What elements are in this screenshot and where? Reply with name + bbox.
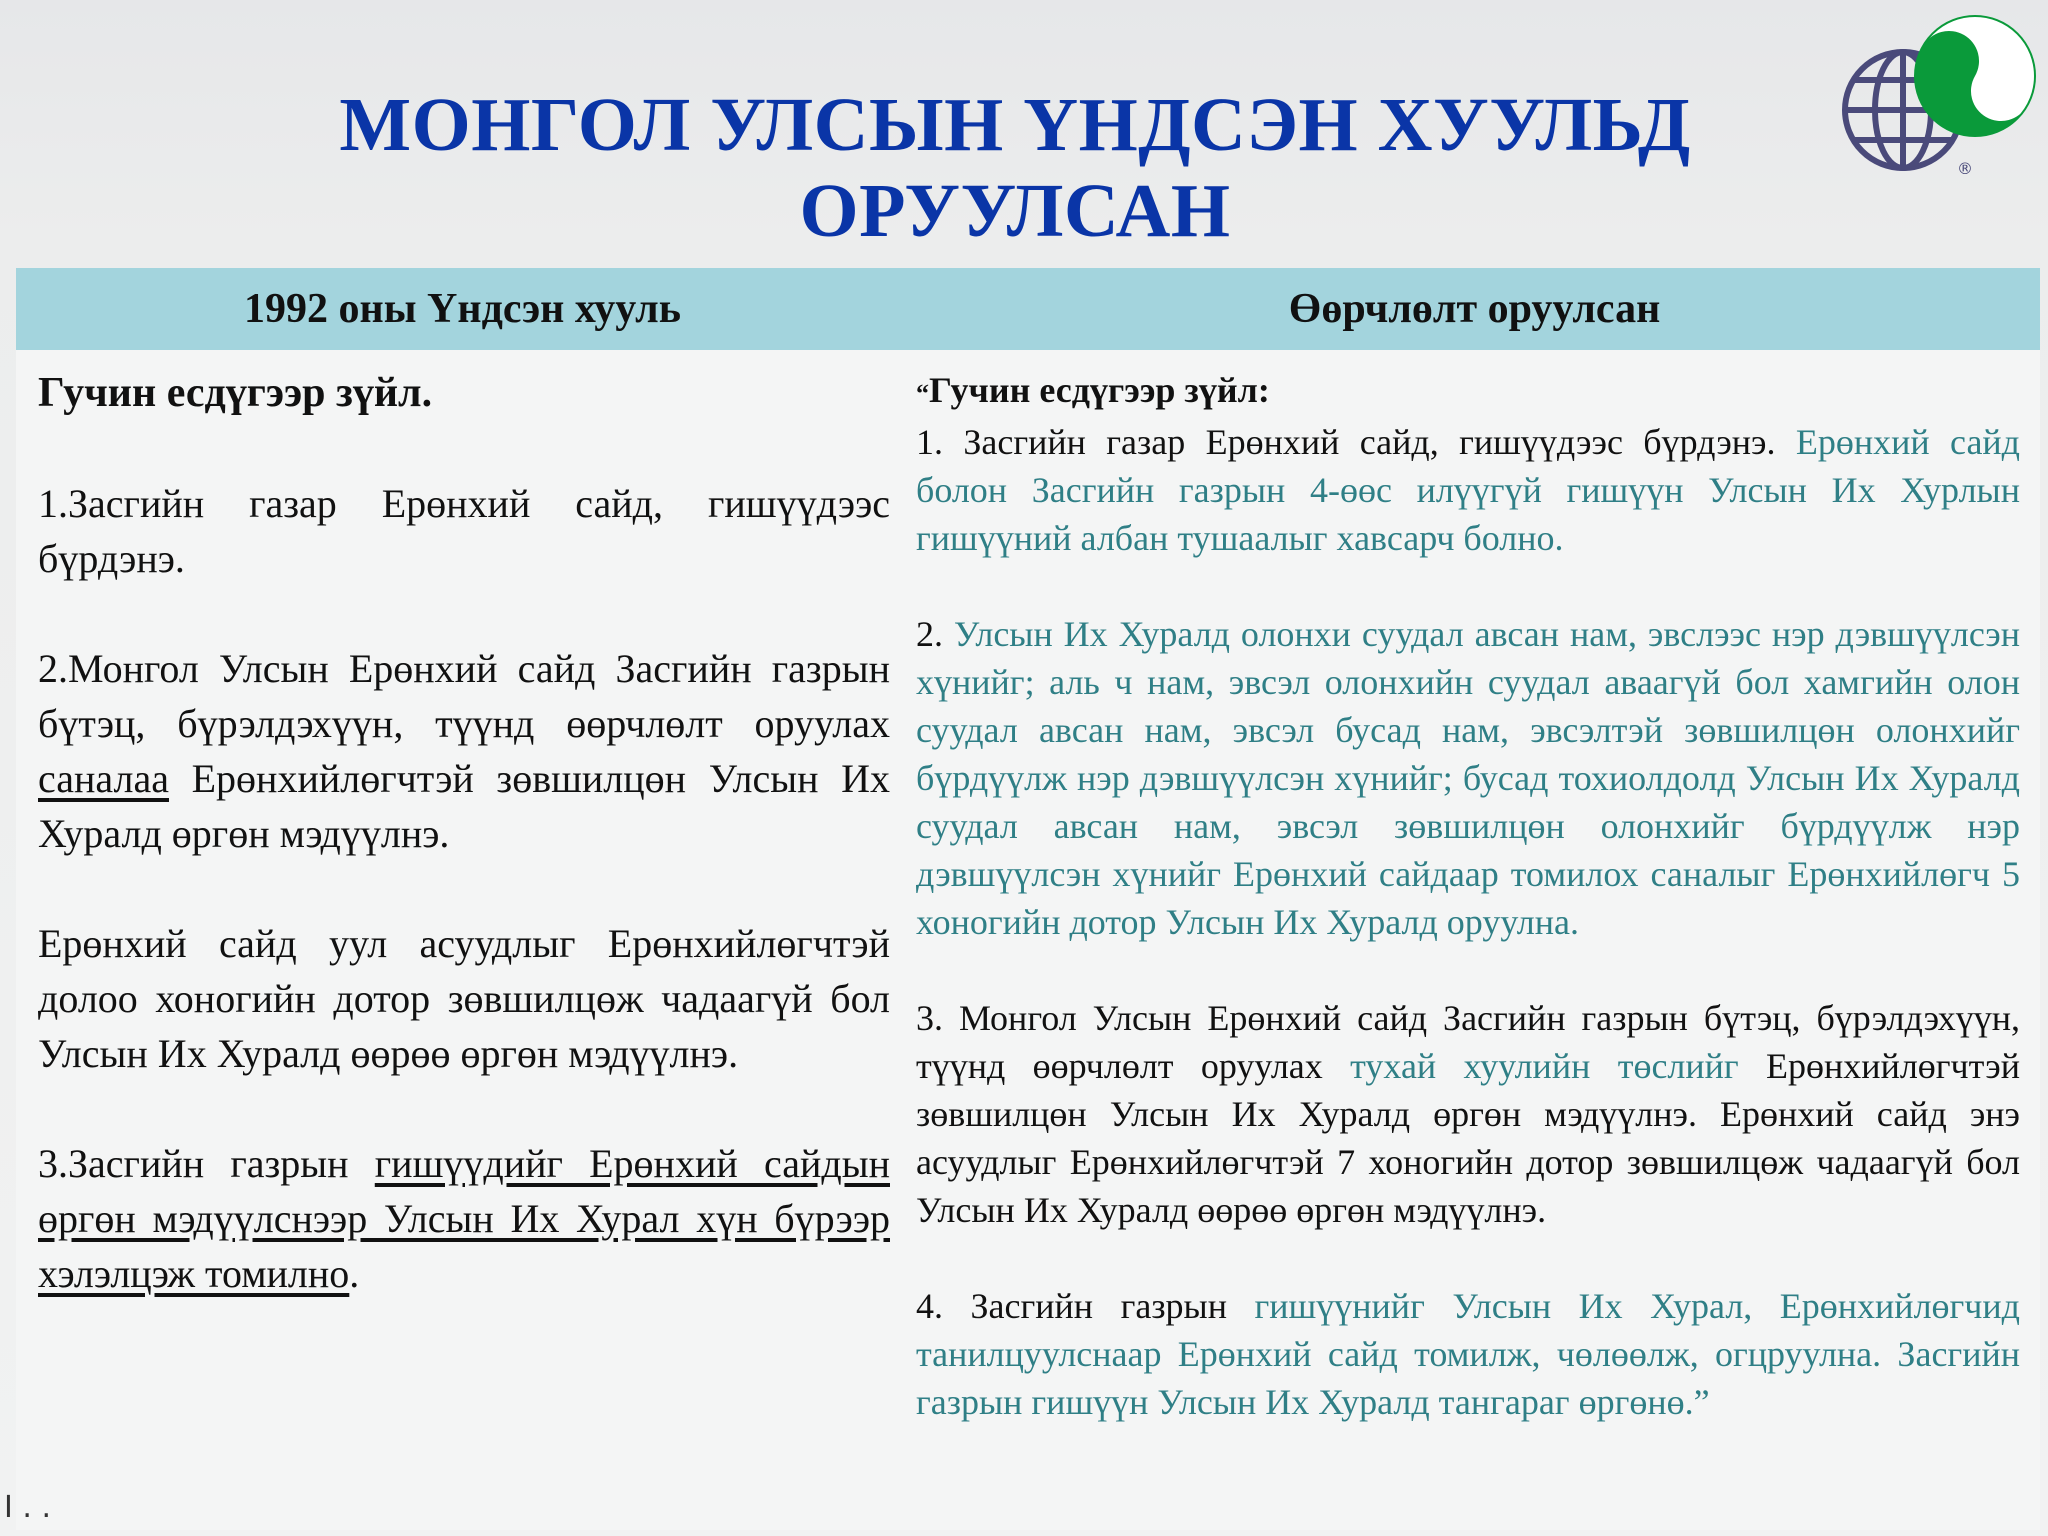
right-article-heading: “Гучин есдүгээр зүйл: [916, 370, 1270, 410]
right-paragraph-1: 1. Засгийн газар Ерөнхий сайд, гишүүдээс бүрдэнэ. Ерөнхий сайд болон Засгийн газрын 4-өөс илүүгүй гишүүн Улсын Их Хурлын гишүүний албан тушаалыг хавсарч болно. [916, 422, 2021, 558]
underlined-text: гишүүдийг Ерөнхий сайдын өргөн мэдүүлснээр Улсын Их Хурал хүн бүрээр хэлэлцэж томилно [38, 1141, 890, 1296]
open-quote: “ [916, 379, 929, 408]
globe-logo-icon [1825, 14, 2045, 194]
right-paragraph-3: 3. Монгол Улсын Ерөнхий сайд Засгийн газрын бүтэц, бүрэлдэхүүн, түүнд өөрчлөлт оруулах тухай хуулийн төслийг Ерөнхийлөгчтэй зөвшилцөн Улсын Их Хуралд өргөн мэдүүлнэ. Ерөнхий сайд энэ асуудлыг Ерөнхийлөгчтэй 7 хоногийн дотор зөвшилцөж чадаагүй бол Улсын Их Хуралд өөрөө өргөн мэдүүлнэ. [916, 998, 2021, 1230]
right-paragraph-4: 4. Засгийн газрын гишүүнийг Улсын Их Хурал, Ерөнхийлөгчид танилцуулснаар Ерөнхий сайд томилж, чөлөөлж, огцруулна. Засгийн газрын гишүүн Улсын Их Хуралд тангараг өргөнө.” [916, 1286, 2020, 1422]
left-paragraph-2: 2.Монгол Улсын Ерөнхий сайд Засгийн газрын бүтэц, бүрэлдэхүүн, түүнд өөрчлөлт оруулах саналаа Ерөнхийлөгчтэй зөвшилцөн Улсын Их Хуралд өргөн мэдүүлнэ. [38, 646, 890, 856]
slide-title-line1: МОНГОЛ УЛСЫН ҮНДСЭН ХУУЛЬД ОРУУЛСАН [339, 83, 1691, 253]
amended-text: тухай хуулийн төслийг [1350, 1046, 1739, 1086]
underlined-text: саналаа [38, 756, 169, 801]
right-paragraph-2: 2. Улсын Их Хуралд олонхи суудал авсан нам, эвслээс нэр дэвшүүлсэн хүнийг; аль ч нам, эвсэл олонхийн суудал аваагүй бол хамгийн олон суудал авсан нам, эвсэл бусад нам, эвсэлтэй зөвшилцөн олонхийг бүрдүүлж нэр дэвшүүлсэн хүнийг; бусад тохиолдолд Улсын Их Хуралд суудал авсан нам, эвсэл зөвшилцөн олонхийг бүрдүүлж нэр дэвшүүлсэн хүнийг Ерөнхий сайдаар томилох саналыг Ерөнхийлөгч 5 хоногийн дотор Улсын Их Хуралд оруулна. [916, 614, 2020, 942]
left-article-heading: Гучин есдүгээр зүйл. [38, 370, 433, 416]
left-paragraph-4: 3.Засгийн газрын гишүүдийг Ерөнхий сайдын өргөн мэдүүлснээр Улсын Их Хурал хүн бүрээр хэлэлцэж томилно. [38, 1141, 890, 1296]
amended-text: Улсын Их Хуралд олонхи суудал авсан нам, эвслээс нэр дэвшүүлсэн хүнийг; аль ч нам, эвсэл олонхийн суудал аваагүй бол хамгийн олон суудал авсан нам, эвсэл бусад нам, эвсэлтэй зөвшилцөн олонхийг бүрдүүлж нэр дэвшүүлсэн хүнийг; бусад тохиолдолд Улсын Их Хуралд суудал авсан нам, эвсэл зөвшилцөн олонхийг бүрдүүлж нэр дэвшүүлсэн хүнийг Ерөнхий сайдаар томилох саналыг Ерөнхийлөгч 5 хоногийн дотор Улсын Их Хуралд оруулна. [916, 614, 2020, 942]
column-amended-text [916, 366, 2020, 1426]
header-1992-constitution: 1992 оны Үндсэн хууль [244, 286, 681, 332]
header-amendments: Өөрчлөлт оруулсан [1288, 286, 1661, 332]
amended-text: Ерөнхий сайд болон Засгийн газрын 4-өөс илүүгүй гишүүн Улсын Их Хурлын гишүүний албан тушаалыг хавсарч болно. [916, 422, 2021, 558]
column-1992-text [38, 366, 890, 1301]
edge-mark: I . . [4, 1490, 51, 1525]
left-paragraph-3: Ерөнхий сайд уул асуудлыг Ерөнхийлөгчтэй долоо хоногийн дотор зөвшилцөж чадаагүй бол Улсын Их Хуралд өөрөө өргөн мэдүүлнэ. [38, 921, 890, 1076]
comparison-table [16, 268, 2040, 1530]
amended-text: гишүүнийг Улсын Их Хурал, Ерөнхийлөгчид танилцуулснаар Ерөнхий сайд томилж, чөлөөлж, огцруулна. Засгийн газрын гишүүн Улсын Их Хуралд тангараг өргөнө.” [916, 1286, 2020, 1422]
registered-mark: ® [1957, 159, 1973, 178]
left-paragraph-1: 1.Засгийн газар Ерөнхий сайд, гишүүдээс бүрдэнэ. [38, 481, 890, 581]
table-header-row [16, 268, 2040, 350]
